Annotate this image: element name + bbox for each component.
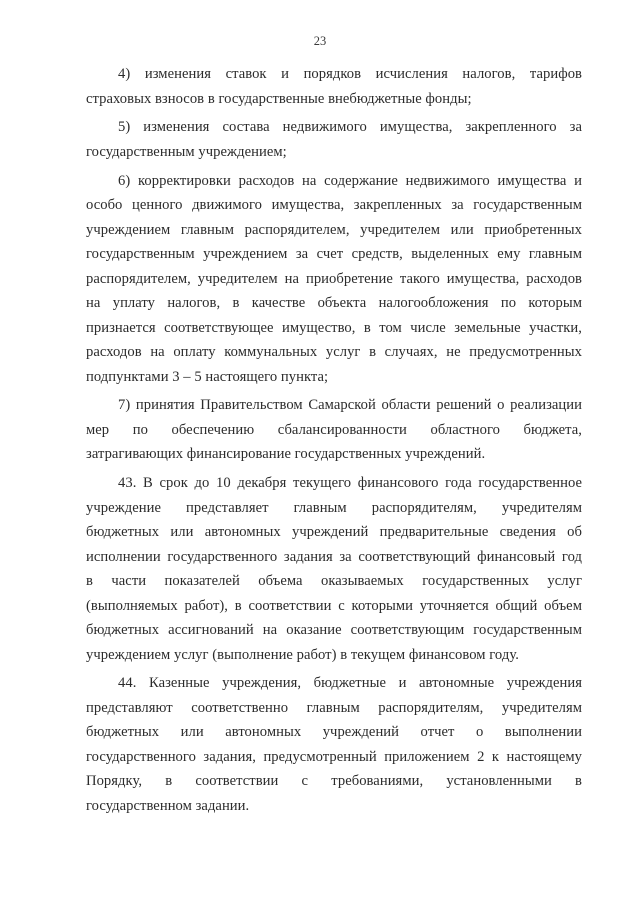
text-line: 6) корректировки расходов на содержание недвижимого имущества и xyxy=(118,172,582,189)
text-line: представляют соответственно главным распорядителям, учредителям xyxy=(86,699,582,716)
text-line: затрагивающих финансирование государственных учреждений. xyxy=(86,446,486,463)
paragraph-subitem-5 xyxy=(86,115,582,164)
text-line: страховых взносов в государственные внебюджетные фонды; xyxy=(86,90,472,107)
text-line: бюджетных ассигнований на оказание соответствующим государственным xyxy=(86,622,582,639)
text-line: 7) принятия Правительством Самарской области решений о реализации xyxy=(118,397,582,414)
paragraph-item-44 xyxy=(86,671,582,818)
text-line: учреждением услуг (выполнение работ) в текущем финансовом году. xyxy=(86,646,519,663)
text-line: признается соответствующее имущество, в том числе земельные участки, xyxy=(86,319,582,336)
text-line: Порядку, в соответствии с требованиями, установленными в xyxy=(86,773,582,790)
text-line: 44. Казенные учреждения, бюджетные и автономные учреждения xyxy=(118,675,582,692)
text-line: в части показателей объема оказываемых государственных услуг xyxy=(86,573,582,590)
text-line: исполнении государственного задания за соответствующий финансовый год xyxy=(86,548,582,565)
paragraph-item-43 xyxy=(86,471,582,667)
text-line: 4) изменения ставок и порядков исчисления налогов, тарифов xyxy=(118,66,582,82)
paragraph-subitem-7 xyxy=(86,393,582,467)
text-line: особо ценного движимого имущества, закрепленных за государственным xyxy=(86,197,582,214)
text-line: учреждение представляет главным распорядителям, учредителям xyxy=(86,499,582,516)
text-line: государственным учреждением за счет средств, выделенных ему главным xyxy=(86,246,582,263)
document-body xyxy=(86,62,582,818)
text-line: государственном задании. xyxy=(86,797,250,814)
text-line: 5) изменения состава недвижимого имущества, закрепленного за xyxy=(118,119,582,136)
page-number: 23 xyxy=(313,34,327,48)
paragraph-subitem-6 xyxy=(86,169,582,390)
text-line: распорядителем, учредителем на приобретение такого имущества, расходов xyxy=(86,270,582,287)
text-line: расходов на оплату коммунальных услуг в случаях, не предусмотренных xyxy=(86,344,582,361)
text-line: 43. В срок до 10 декабря текущего финансового года государственное xyxy=(118,475,582,492)
text-line: подпунктами 3 – 5 настоящего пункта; xyxy=(86,368,329,385)
text-line: государственным учреждением; xyxy=(86,143,287,160)
text-line: государственного задания, предусмотренный приложением 2 к настоящему xyxy=(86,748,582,765)
text-line: мер по обеспечению сбалансированности областного бюджета, xyxy=(86,421,582,438)
text-line: учреждением главным распорядителем, учредителем или приобретенных xyxy=(86,221,582,238)
paragraph-subitem-4 xyxy=(86,62,582,111)
text-line: бюджетных или автономных учреждений предварительные сведения об xyxy=(86,524,582,541)
text-line: на уплату налогов, в качестве объекта налогообложения по которым xyxy=(86,295,582,312)
text-line: бюджетных или автономных учреждений отчет о выполнении xyxy=(86,724,582,741)
text-line: (выполняемых работ), в соответствии с которыми уточняется общий объем xyxy=(86,597,582,614)
